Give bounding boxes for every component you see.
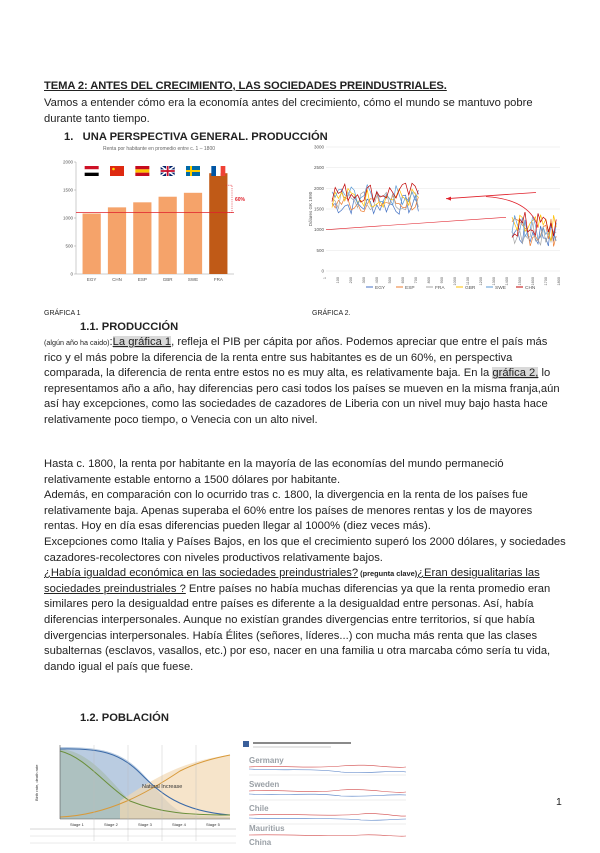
x-tick-label: 900 (440, 277, 444, 284)
x-tick-label: 400 (375, 277, 379, 284)
x-tick-label: 300 (362, 277, 366, 284)
legend-label: GBR (465, 285, 476, 291)
y-tick-label: 500 (316, 247, 324, 253)
paragraph-renta (44, 457, 566, 675)
x-tick-label: 1000 (453, 277, 457, 286)
country-label: Sweden (249, 780, 280, 789)
legend-label: SWE (495, 285, 506, 291)
x-tick-label: 1400 (505, 277, 509, 286)
bar-chn (108, 207, 126, 274)
bar-gbr (159, 197, 177, 274)
x-tick-label: 1200 (479, 277, 483, 286)
link-grafica-1[interactable]: La gráfica 1 (112, 336, 172, 348)
caption-grafica-1: GRÁFICA 1 (44, 310, 81, 317)
subsection-1-2: 1.2. POBLACIÓN (80, 712, 169, 724)
x-tick-label: 1700 (544, 277, 548, 286)
y-tick-label: 0 (70, 271, 73, 277)
paragraph-produccion: (algún año ha caido):La gráfica 1, refleja el PIB per cápita por años. Podemos apreciar que entre el país más rico y el más pobre la diferencia de la renta entre sus habitantes es de un 60%, en perspectiva comparada, la diferencia de renta entre estos no es muy alta, es relativamente baja. En la gráfica 2, lo representamos año a año, hay diferencias pero casi todos los países se mueven en la misma franja,aún así hay excepciones, como las sociedades de cazadores de Liberia con un nivel muy bajo hasta hace relativamente poco tiempo, o Venecia con un alto nivel. (44, 336, 560, 426)
legend-label: CHN (525, 285, 536, 291)
annotation-label: 60% (235, 196, 246, 203)
flag-stripe (216, 166, 221, 176)
bar-egy (83, 214, 101, 274)
x-tick-label: 600 (401, 277, 405, 284)
paragraph-text: lo representamos año a año, hay diferencias pero casi todos los países se mueven en la misma franja,aún así hay excepciones, como las sociedades de cazadores de Liberia con un nivel muy bajo hasta hace relativamente poco tiempo, o Venecia con un alto nivel. (44, 367, 560, 426)
country-population-svg (241, 739, 411, 848)
document-title: TEMA 2: ANTES DEL CRECIMIENTO, LAS SOCIEDADES PREINDUSTRIALES. (44, 80, 447, 92)
stage-label: Stage 1 (70, 822, 84, 827)
intro-paragraph: Vamos a entender cómo era la economía antes del crecimiento, cómo el mundo se mantuvo pobre durante tanto tiempo. (44, 97, 533, 125)
chart-2 (306, 141, 564, 309)
key-question-note: (pregunta clave) (358, 569, 418, 579)
x-tick-label: 1800 (557, 277, 561, 286)
flag-stripe (85, 169, 99, 172)
flag-stripe (135, 169, 149, 172)
arrow-head (446, 197, 451, 201)
x-tick-label: 800 (427, 277, 431, 284)
x-tick-label: SWE (187, 277, 199, 282)
x-tick-label: ESP (137, 277, 147, 282)
link-grafica-2[interactable]: gráfica 2, (492, 367, 539, 380)
country-label: Germany (249, 756, 284, 765)
population-axis-label: Birth rate, death rate (34, 764, 39, 801)
y-tick-label: 500 (65, 243, 73, 249)
paragraph-text: , refleja el PIB per cápita por años. Podemos apreciar que entre el país más rico y el más pobre la diferencia de la renta entre sus habitantes es de un 60%, en perspectiva comparada, la diferencia de renta entre estos no es muy alta, es relativamente baja. En la (44, 336, 548, 380)
x-tick-label: 1500 (518, 277, 522, 286)
section-heading-1: 1. UNA PERSPECTIVA GENERAL. PRODUCCIÓN (64, 131, 328, 143)
stage-label: Stage 5 (206, 822, 220, 827)
natural-increase-label: Natural Increase (142, 784, 183, 790)
arrow-line (446, 192, 536, 198)
flag-stripe (221, 166, 226, 176)
stage-label: Stage 4 (172, 822, 186, 827)
country-population-figure (241, 739, 411, 848)
x-tick-label: GBR (162, 277, 173, 282)
chart-2-svg (306, 141, 564, 309)
legend-label: FRA (435, 285, 445, 291)
flag-stripe (135, 166, 149, 169)
flag-cross (190, 166, 192, 176)
demographic-transition-figure (30, 741, 236, 848)
stage-label: Stage 2 (104, 822, 118, 827)
x-tick-label: 1 (323, 277, 327, 280)
x-tick-label: 1300 (492, 277, 496, 286)
question-2: ¿Eran desigualitarias las sociedades preindustriales ? (44, 567, 540, 595)
note-text: (algún año ha caido) (44, 338, 110, 347)
y-tick-label: 2000 (62, 159, 73, 165)
x-tick-label: CHN (112, 277, 122, 282)
chart-1-svg (54, 146, 246, 290)
paragraph-text: Entre países no había muchas diferencias ya que la renta promedio eran similares pero la desigualdad entre países es diferente a la desigualdad entre personas. Así, había diferencias interpersonales. Aunque no existían grandes divergencias entre territorios, sí que había divergencias interpersonales. Había Élites (señores, líderes...) con mucha más renta que las clases subalternas (esclavos, vasallos, etc.) por eso, nacer en una familia u otra marcaba cómo sería tu vida, dando igual el país que fuese. (44, 582, 551, 673)
flag-cross (167, 166, 169, 176)
legend-label: EGY (375, 285, 386, 291)
x-tick-label: 100 (336, 277, 340, 284)
demographic-transition-svg (30, 741, 236, 848)
question-1: ¿Había igualdad económica en las sociedades preindustriales? (44, 567, 359, 580)
x-tick-label: 500 (388, 277, 392, 284)
y-tick-label: 3000 (313, 144, 324, 150)
y-tick-label: 0 (321, 268, 324, 274)
stage-label: Stage 3 (138, 822, 152, 827)
paragraph-questions (44, 566, 566, 675)
x-tick-label: 200 (349, 277, 353, 284)
country-label: Chile (249, 804, 269, 813)
flag-stripe (85, 173, 99, 176)
y-tick-label: 2000 (313, 185, 324, 191)
y-tick-label: 1500 (313, 206, 324, 212)
subsection-1-1: 1.1. PRODUCCIÓN (80, 321, 179, 333)
bar-fra (209, 173, 227, 274)
paragraph-line: Además, en comparación con lo ocurrido tras c. 1800, la divergencia en la renta de los países fue relativamente baja. Apenas superaba el 60% entre los países de menores rentas y los de mayores rentas. Hoy en día esas diferencias pueden llegar al 1000% (diez veces más). (44, 489, 533, 533)
x-tick-label: FRA (213, 277, 223, 282)
flag-stripe (135, 173, 149, 176)
y-tick-label: 1000 (62, 215, 73, 221)
flag-field (110, 166, 124, 176)
flag-star (112, 168, 115, 171)
y-axis-label: Dólares GK 1990 (308, 191, 313, 227)
page-number: 1 (556, 796, 562, 808)
flag-stripe (85, 166, 99, 169)
paragraph-line: Hasta c. 1800, la renta por habitante en la mayoría de las economías del mundo permaneció relativamente estable entorno a 1500 dólares por habitante. (44, 458, 504, 486)
flag-stripe (211, 166, 216, 176)
x-tick-label: 1600 (531, 277, 535, 286)
caption-grafica-2: GRÁFICA 2. (312, 310, 351, 317)
flag-cross (186, 170, 200, 172)
legend-label: ESP (405, 285, 415, 291)
chart-1 (54, 146, 246, 290)
bar-esp (133, 202, 151, 274)
chart-1-title: Renta por habitante en promedio entre c. 1 – 1800 (102, 146, 216, 152)
paragraph-line: Excepciones como Italia y Países Bajos, en los que el crecimiento superó los 2000 dólares, y sociedades cazadores-recolectores con niveles productivos relativamente bajos. (44, 535, 566, 564)
x-tick-label: EGY (86, 277, 97, 282)
country-label: China (249, 838, 272, 847)
y-tick-label: 1500 (62, 187, 73, 193)
arrow-line (326, 217, 506, 229)
bar-swe (184, 193, 202, 274)
y-tick-label: 2500 (313, 165, 324, 171)
y-tick-label: 1000 (313, 227, 324, 233)
country-label: Mauritius (249, 824, 285, 833)
x-tick-label: 700 (414, 277, 418, 284)
x-tick-label: 1100 (466, 277, 470, 286)
